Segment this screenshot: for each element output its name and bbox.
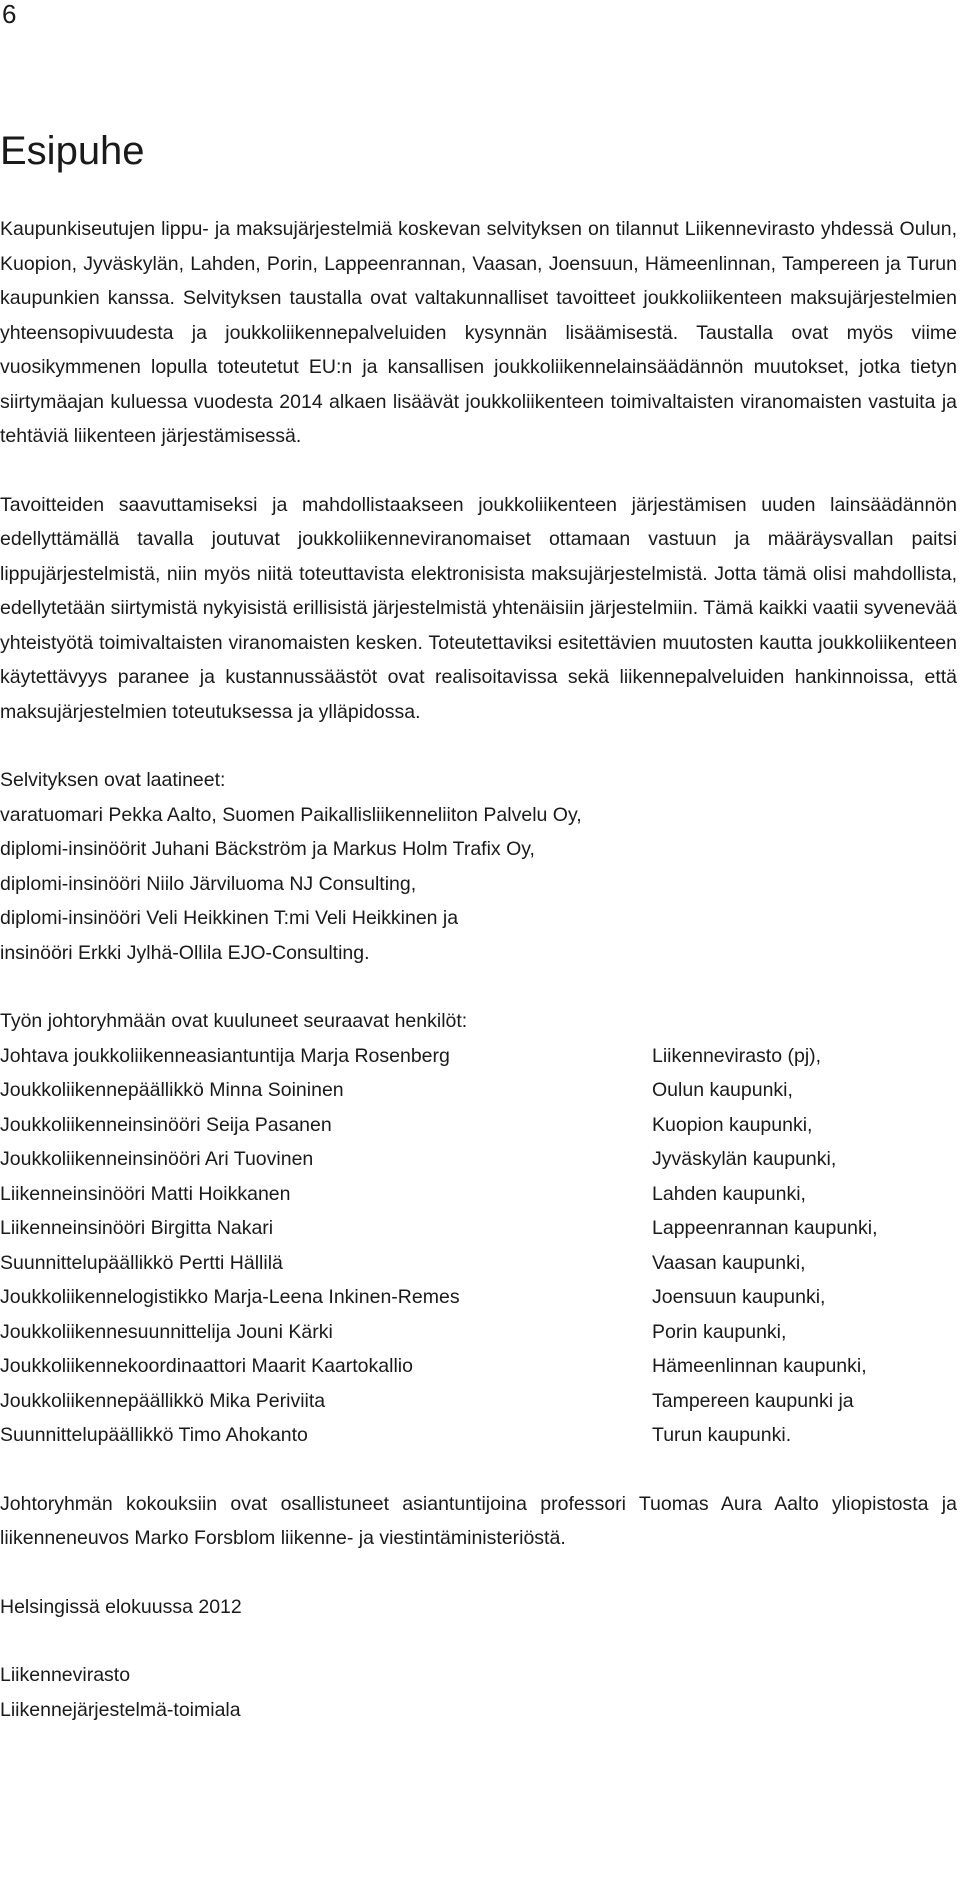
signature-unit: Liikennejärjestelmä-toimiala xyxy=(0,1698,241,1721)
committee-section xyxy=(0,1004,957,1453)
committee-member-name: Liikenneinsinööri Birgitta Nakari xyxy=(0,1217,274,1239)
paragraph-goals: Tavoitteiden saavuttamiseksi ja mahdollistaakseen joukkoliikenteen järjestämisen uuden lainsäädännön edellyttämällä tavalla joutuvat joukkoliikenneviranomaiset ottamaan vastuun ja määräysvallan paitsi lippujärjestelmistä, niin myös niitä toteuttavista elektronisista maksujärjestelmistä. Jotta tämä olisi mahdollista, edellytetään siirtymistä nykyisistä erillisistä järjestelmistä yhtenäisiin järjestelmiin. Tämä kaikki vaatii syvenevää yhteistyötä toimivaltaisten viranomaisten kesken. Toteutettaviksi esitettävien muutosten kautta joukkoliikenteen käytettävyys paranee ja kustannussäästöt ovat realisoitavissa sekä liikennepalveluiden hankinnoissa, että maksujärjestelmien toteutuksessa ja ylläpidossa. xyxy=(0,493,957,723)
committee-member-name: Joukkoliikenneinsinööri Seija Pasanen xyxy=(0,1113,332,1136)
author-line: diplomi-insinööri Niilo Järviluoma NJ Consulting, xyxy=(0,872,417,895)
committee-member-org: Turun kaupunki. xyxy=(652,1424,792,1446)
committee-member-org: Lahden kaupunki, xyxy=(652,1182,806,1205)
committee-member-org: Liikennevirasto (pj), xyxy=(652,1044,822,1067)
authors-section xyxy=(0,763,957,970)
committee-heading: Työn johtoryhmään ovat kuuluneet seuraavat henkilöt: xyxy=(0,1010,468,1032)
committee-member-name: Suunnittelupäällikkö Timo Ahokanto xyxy=(0,1424,308,1446)
author-line: varatuomari Pekka Aalto, Suomen Paikallisliikenneliiton Palvelu Oy, xyxy=(0,803,582,826)
committee-member-name: Suunnittelupäällikkö Pertti Hällilä xyxy=(0,1251,283,1274)
committee-member-org: Tampereen kaupunki ja xyxy=(652,1389,854,1412)
committee-member-name: Joukkoliikennepäällikkö Minna Soininen xyxy=(0,1079,344,1101)
committee-member-name: Joukkoliikennekoordinaattori Maarit Kaartokallio xyxy=(0,1355,413,1377)
page-title: Esipuhe xyxy=(0,129,145,173)
committee-member-name: Liikenneinsinööri Matti Hoikkanen xyxy=(0,1182,291,1205)
paragraph-intro: Kaupunkiseutujen lippu- ja maksujärjestelmiä koskevan selvityksen on tilannut Liikennevirasto yhdessä Oulun, Kuopion, Jyväskylän, Lahden, Porin, Lappeenrannan, Vaasan, Joensuun, Hämeenlinnan, Tampereen ja Turun kaupunkien kanssa. Selvityksen taustalla ovat valtakunnalliset tavoitteet joukkoliikenteen maksujärjestelmien yhteensopivuudesta ja joukkoliikennepalveluiden kysynnän lisäämisestä. Taustalla ovat myös viime vuosikymmenen lopulla toteutetut EU:n ja kansallisen joukkoliikennelainsäädännön muutokset, jotka tietyn siirtymäajan kuluessa vuodesta 2014 alkaen lisäävät joukkoliikenteen toimivaltaisten viranomaisten vastuita ja tehtäviä liikenteen järjestämisessä. xyxy=(0,218,957,447)
place-date: Helsingissä elokuussa 2012 xyxy=(0,1595,242,1618)
committee-member-org: Kuopion kaupunki, xyxy=(652,1113,813,1136)
author-line: insinööri Erkki Jylhä-Ollila EJO-Consulting. xyxy=(0,941,370,964)
committee-member-name: Joukkoliikennepäällikkö Mika Periviita xyxy=(0,1389,326,1412)
committee-member-name: Johtava joukkoliikenneasiantuntija Marja Rosenberg xyxy=(0,1044,450,1067)
authors-heading: Selvityksen ovat laatineet: xyxy=(0,769,226,791)
author-line: diplomi-insinöörit Juhani Bäckström ja Markus Holm Trafix Oy, xyxy=(0,838,535,860)
page-number: 6 xyxy=(2,0,17,29)
committee-member-org: Oulun kaupunki, xyxy=(652,1079,793,1101)
committee-member-name: Joukkoliikennesuunnittelija Jouni Kärki xyxy=(0,1320,333,1343)
signature-block xyxy=(0,1658,957,1727)
committee-member-org: Lappeenrannan kaupunki, xyxy=(652,1217,878,1239)
experts-note: Johtoryhmän kokouksiin ovat osallistuneet asiantuntijoina professori Tuomas Aura Aalto yliopistosta ja liikenneneuvos Marko Forsblom liikenne- ja viestintäministeriöstä. xyxy=(0,1492,957,1549)
committee-member-name: Joukkoliikennelogistikko Marja-Leena Inkinen-Remes xyxy=(0,1286,460,1308)
committee-member-org: Hämeenlinnan kaupunki, xyxy=(652,1355,867,1377)
body-content xyxy=(0,212,957,1727)
committee-member-org: Jyväskylän kaupunki, xyxy=(652,1148,837,1170)
committee-member-org: Porin kaupunki, xyxy=(652,1320,787,1343)
committee-member-org: Joensuun kaupunki, xyxy=(652,1286,826,1308)
committee-member-org: Vaasan kaupunki, xyxy=(652,1251,806,1274)
committee-member-name: Joukkoliikenneinsinööri Ari Tuovinen xyxy=(0,1148,314,1170)
author-line: diplomi-insinööri Veli Heikkinen T:mi Veli Heikkinen ja xyxy=(0,907,459,929)
signature-organization: Liikennevirasto xyxy=(0,1664,131,1686)
committee-list xyxy=(0,1039,957,1453)
